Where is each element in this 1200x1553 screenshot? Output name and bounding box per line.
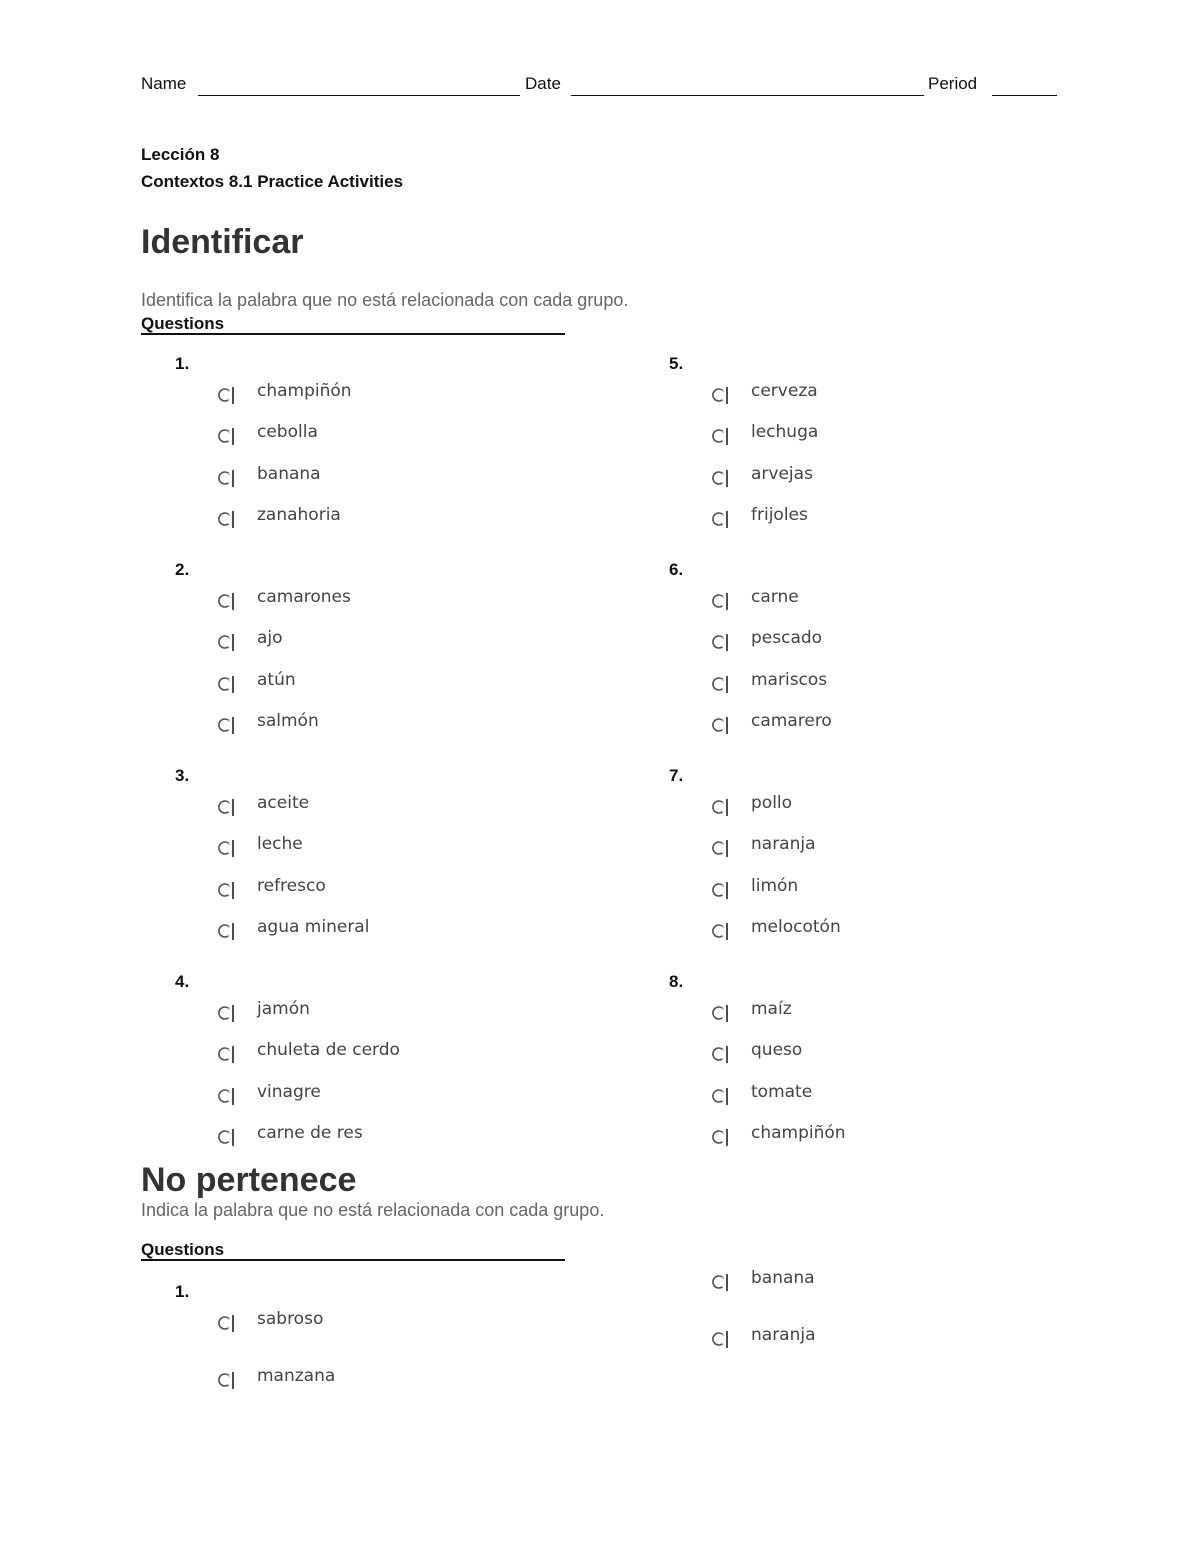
answer-option[interactable]	[215, 999, 515, 1021]
answer-option[interactable]	[215, 834, 515, 856]
answer-option[interactable]	[215, 711, 515, 733]
answer-option-label: carne de res	[257, 1122, 363, 1143]
radio-button-icon[interactable]	[709, 385, 729, 405]
radio-button-icon[interactable]	[709, 838, 729, 858]
answer-option-label: pescado	[751, 628, 823, 649]
date-label: Date	[525, 74, 561, 93]
answer-option-label: chuleta de cerdo	[257, 1040, 400, 1061]
answer-option-label: arvejas	[751, 463, 813, 484]
answer-option-label: banana	[257, 463, 321, 484]
answer-option-label: mariscos	[751, 669, 828, 690]
section-title-identificar: Identificar	[141, 223, 304, 261]
radio-button-icon[interactable]	[709, 1127, 729, 1147]
answer-option-label: limón	[751, 875, 799, 896]
answer-option[interactable]	[709, 1123, 1009, 1145]
answer-option-label: refresco	[257, 875, 326, 896]
answer-option-label: agua mineral	[257, 916, 370, 937]
question-number: 1.	[175, 354, 190, 373]
radio-button-icon[interactable]	[215, 674, 235, 694]
radio-button-icon[interactable]	[215, 468, 235, 488]
radio-button-icon[interactable]	[215, 1003, 235, 1023]
answer-option-label: zanahoria	[257, 504, 341, 525]
answer-option[interactable]	[215, 670, 515, 692]
answer-option[interactable]	[215, 587, 515, 609]
question-number: 4.	[175, 972, 190, 991]
question-number: 3.	[175, 766, 190, 785]
answer-option-label: banana	[751, 1268, 815, 1288]
radio-button-icon[interactable]	[709, 921, 729, 941]
radio-button-icon[interactable]	[709, 1272, 729, 1292]
answer-option-label: naranja	[751, 834, 816, 855]
lesson-title: Lección 8	[141, 145, 220, 164]
answer-option[interactable]	[709, 1082, 1009, 1104]
student-info-header	[141, 72, 1057, 98]
radio-button-icon[interactable]	[215, 509, 235, 529]
answer-option-label: manzana	[257, 1366, 336, 1386]
answer-option[interactable]	[709, 464, 1009, 486]
answer-option[interactable]	[709, 1040, 1009, 1062]
answer-option[interactable]	[709, 917, 1009, 939]
answer-option-label: cebolla	[257, 422, 318, 443]
radio-button-icon[interactable]	[709, 468, 729, 488]
name-field[interactable]	[198, 95, 520, 96]
answer-option-label: vinagre	[257, 1081, 321, 1102]
answer-option[interactable]	[709, 1325, 1009, 1347]
radio-button-icon[interactable]	[709, 674, 729, 694]
radio-button-icon[interactable]	[215, 880, 235, 900]
questions-header: Questions	[141, 314, 565, 335]
answer-option[interactable]	[709, 670, 1009, 692]
date-field[interactable]	[571, 95, 924, 96]
radio-button-icon[interactable]	[709, 632, 729, 652]
radio-button-icon[interactable]	[215, 632, 235, 652]
answer-option-label: sabroso	[257, 1309, 324, 1329]
answer-option[interactable]	[215, 793, 515, 815]
answer-option[interactable]	[215, 422, 515, 444]
answer-option[interactable]	[215, 876, 515, 898]
answer-option[interactable]	[709, 505, 1009, 527]
radio-button-icon[interactable]	[709, 1086, 729, 1106]
answer-option[interactable]	[709, 711, 1009, 733]
radio-button-icon[interactable]	[215, 1044, 235, 1064]
answer-option[interactable]	[709, 999, 1009, 1021]
answer-option-label: jamón	[257, 999, 310, 1019]
answer-option-label: queso	[751, 1040, 803, 1061]
question-number: 2.	[175, 560, 190, 579]
answer-option[interactable]	[709, 628, 1009, 650]
answer-option-label: cerveza	[751, 381, 818, 401]
section-title-no-pertenece: No pertenece	[141, 1161, 357, 1199]
radio-button-icon[interactable]	[709, 715, 729, 735]
answer-option[interactable]	[215, 381, 515, 403]
radio-button-icon[interactable]	[709, 880, 729, 900]
answer-option[interactable]	[709, 587, 1009, 609]
answer-option-label: camarones	[257, 587, 351, 607]
question-number: 1.	[175, 1282, 190, 1301]
answer-option-label: leche	[257, 834, 303, 855]
question-number: 7.	[669, 766, 684, 785]
answer-option[interactable]	[215, 505, 515, 527]
answer-option[interactable]	[215, 917, 515, 939]
radio-button-icon[interactable]	[215, 797, 235, 817]
answer-option-label: salmón	[257, 710, 319, 731]
radio-button-icon[interactable]	[709, 426, 729, 446]
answer-option-label: aceite	[257, 793, 310, 813]
answer-option-label: champiñón	[257, 381, 352, 401]
answer-option-label: camarero	[751, 710, 832, 731]
answer-option[interactable]	[215, 1366, 515, 1388]
question-number: 5.	[669, 354, 684, 373]
radio-button-icon[interactable]	[215, 426, 235, 446]
answer-option-label: naranja	[751, 1325, 816, 1345]
answer-option[interactable]	[215, 1082, 515, 1104]
radio-button-icon[interactable]	[215, 715, 235, 735]
answer-option[interactable]	[215, 628, 515, 650]
answer-option[interactable]	[215, 464, 515, 486]
radio-button-icon[interactable]	[215, 1127, 235, 1147]
radio-button-icon[interactable]	[709, 1044, 729, 1064]
answer-option-label: carne	[751, 587, 799, 607]
radio-button-icon[interactable]	[215, 1313, 235, 1333]
answer-option-label: champiñón	[751, 1122, 846, 1143]
answer-option[interactable]	[215, 1123, 515, 1145]
answer-option-label: atún	[257, 669, 296, 690]
answer-option-label: lechuga	[751, 422, 819, 443]
question-number: 8.	[669, 972, 684, 991]
radio-button-icon[interactable]	[709, 1329, 729, 1349]
radio-button-icon[interactable]	[709, 591, 729, 611]
question-number: 6.	[669, 560, 684, 579]
radio-button-icon[interactable]	[215, 385, 235, 405]
period-field[interactable]	[992, 95, 1057, 96]
section-instructions: Identifica la palabra que no está relacionada con cada grupo.	[141, 290, 629, 310]
answer-option[interactable]	[709, 381, 1009, 403]
answer-option[interactable]	[709, 793, 1009, 815]
period-label: Period	[928, 74, 978, 93]
answer-option-label: maíz	[751, 999, 792, 1019]
answer-option[interactable]	[709, 876, 1009, 898]
answer-option[interactable]	[709, 834, 1009, 856]
questions-header: Questions	[141, 1240, 565, 1261]
section-instructions: Indica la palabra que no está relacionada con cada grupo.	[141, 1200, 605, 1220]
answer-option[interactable]	[709, 1268, 1009, 1290]
answer-option[interactable]	[215, 1309, 515, 1331]
name-label: Name	[141, 74, 187, 93]
radio-button-icon[interactable]	[709, 509, 729, 529]
answer-option-label: tomate	[751, 1081, 813, 1102]
activity-subtitle: Contextos 8.1 Practice Activities	[141, 172, 404, 191]
radio-button-icon[interactable]	[215, 838, 235, 858]
answer-option[interactable]	[215, 1040, 515, 1062]
answer-option[interactable]	[709, 422, 1009, 444]
answer-option-label: pollo	[751, 793, 793, 813]
radio-button-icon[interactable]	[215, 1086, 235, 1106]
answer-option-label: melocotón	[751, 916, 841, 937]
radio-button-icon[interactable]	[215, 591, 235, 611]
radio-button-icon[interactable]	[709, 797, 729, 817]
answer-option-label: frijoles	[751, 504, 808, 525]
radio-button-icon[interactable]	[215, 1370, 235, 1390]
answer-option-label: ajo	[257, 628, 283, 649]
radio-button-icon[interactable]	[709, 1003, 729, 1023]
radio-button-icon[interactable]	[215, 921, 235, 941]
